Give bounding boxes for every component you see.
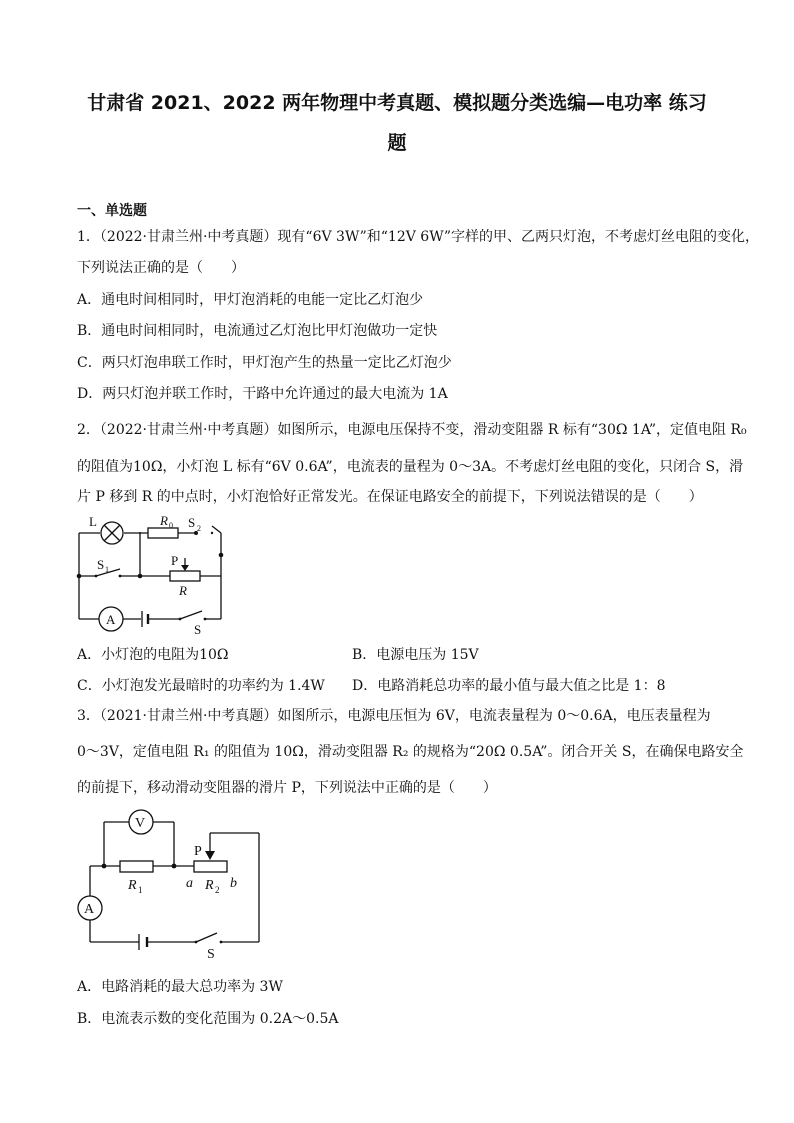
q3-label-r2-sub: 2	[215, 885, 220, 895]
q2-label-lamp: L	[89, 514, 97, 529]
q3-label-slider-p: P	[194, 844, 202, 859]
q2-label-switch: S	[194, 622, 202, 637]
q2-label-r: R	[179, 583, 187, 598]
document-title-continued: 题	[387, 132, 407, 154]
q2-label-s1-sub: 1	[105, 565, 109, 574]
q3-label-r1-sub: 1	[138, 885, 143, 895]
q2-label-r0-sub: 0	[169, 521, 173, 530]
q2-option-a: A．小灯泡的电阻为10Ω	[77, 647, 229, 663]
q1-option-b: B．通电时间相同时，电流通过乙灯泡比甲灯泡做功一定快	[77, 323, 438, 339]
q3-stem-line1: 3．（2021·甘肃兰州·中考真题）如图所示，电源电压恒为 6V，电流表量程为 0～0.6A，电压表量程为	[77, 708, 711, 724]
q1-option-c: C．两只灯泡串联工作时，甲灯泡产生的热量一定比乙灯泡少	[77, 355, 452, 371]
q2-stem-line1: 2．（2022·甘肃兰州·中考真题）如图所示，电源电压保持不变，滑动变阻器 R 标有“30Ω 1A”，定值电阻 R₀	[77, 422, 747, 438]
q3-label-a: a	[186, 876, 193, 891]
q1-option-a: A．通电时间相同时，甲灯泡消耗的电能一定比乙灯泡少	[77, 292, 424, 308]
q3-option-a: A．电路消耗的最大总功率为 3W	[77, 979, 283, 995]
q2-label-s1: S	[97, 557, 105, 572]
q3-label-voltmeter: V	[135, 816, 146, 831]
q2-option-d: D．电路消耗总功率的最小值与最大值之比是 1：8	[352, 678, 666, 694]
q2-label-s2: S	[188, 515, 196, 530]
q2-label-r0: R	[160, 513, 168, 528]
q2-option-b: B．电源电压为 15V	[352, 647, 479, 663]
q1-option-d: D．两只灯泡并联工作时，干路中允许通过的最大电流为 1A	[77, 386, 448, 402]
q1-stem-line2: 下列说法正确的是（ ）	[77, 260, 245, 276]
section-heading: 一、单选题	[77, 203, 147, 219]
q3-label-r2: R	[205, 878, 214, 893]
q2-stem-line3: 片 P 移到 R 的中点时，小灯泡恰好正常发光。在保证电路安全的前提下，下列说法错误的是（ ）	[77, 489, 703, 505]
q2-label-slider-p: P	[171, 553, 179, 568]
q3-label-r1: R	[128, 878, 137, 893]
q3-label-ammeter: A	[84, 902, 95, 917]
q2-label-ammeter: A	[106, 612, 116, 627]
q1-stem-line1: 1．（2022·甘肃兰州·中考真题）现有“6V 3W”和“12V 6W”字样的甲、乙两只灯泡，不考虑灯丝电阻的变化，	[77, 229, 760, 245]
q3-label-switch: S	[207, 947, 215, 962]
q3-stem-line2: 0～3V，定值电阻 R₁ 的阻值为 10Ω，滑动变阻器 R₂ 的规格为“20Ω 0.5A”。闭合开关 S，在确保电路安全	[77, 744, 744, 760]
q2-option-c: C．小灯泡发光最暗时的功率约为 1.4W	[77, 678, 325, 694]
document-title: 甘肃省 2021、2022 两年物理中考真题、模拟题分类选编—电功率 练习	[87, 92, 707, 114]
q3-stem-line3: 的前提下，移动滑动变阻器的滑片 P，下列说法中正确的是（ ）	[77, 780, 497, 796]
q2-label-s2-sub: 2	[197, 524, 201, 533]
q3-option-b: B．电流表示数的变化范围为 0.2A～0.5A	[77, 1011, 339, 1027]
q2-stem-line2: 的阻值为10Ω，小灯泡 L 标有“6V 0.6A”，电流表的量程为 0～3A。不考虑灯丝电阻的变化，只闭合 S，滑	[77, 459, 744, 475]
q3-label-b: b	[230, 876, 237, 891]
